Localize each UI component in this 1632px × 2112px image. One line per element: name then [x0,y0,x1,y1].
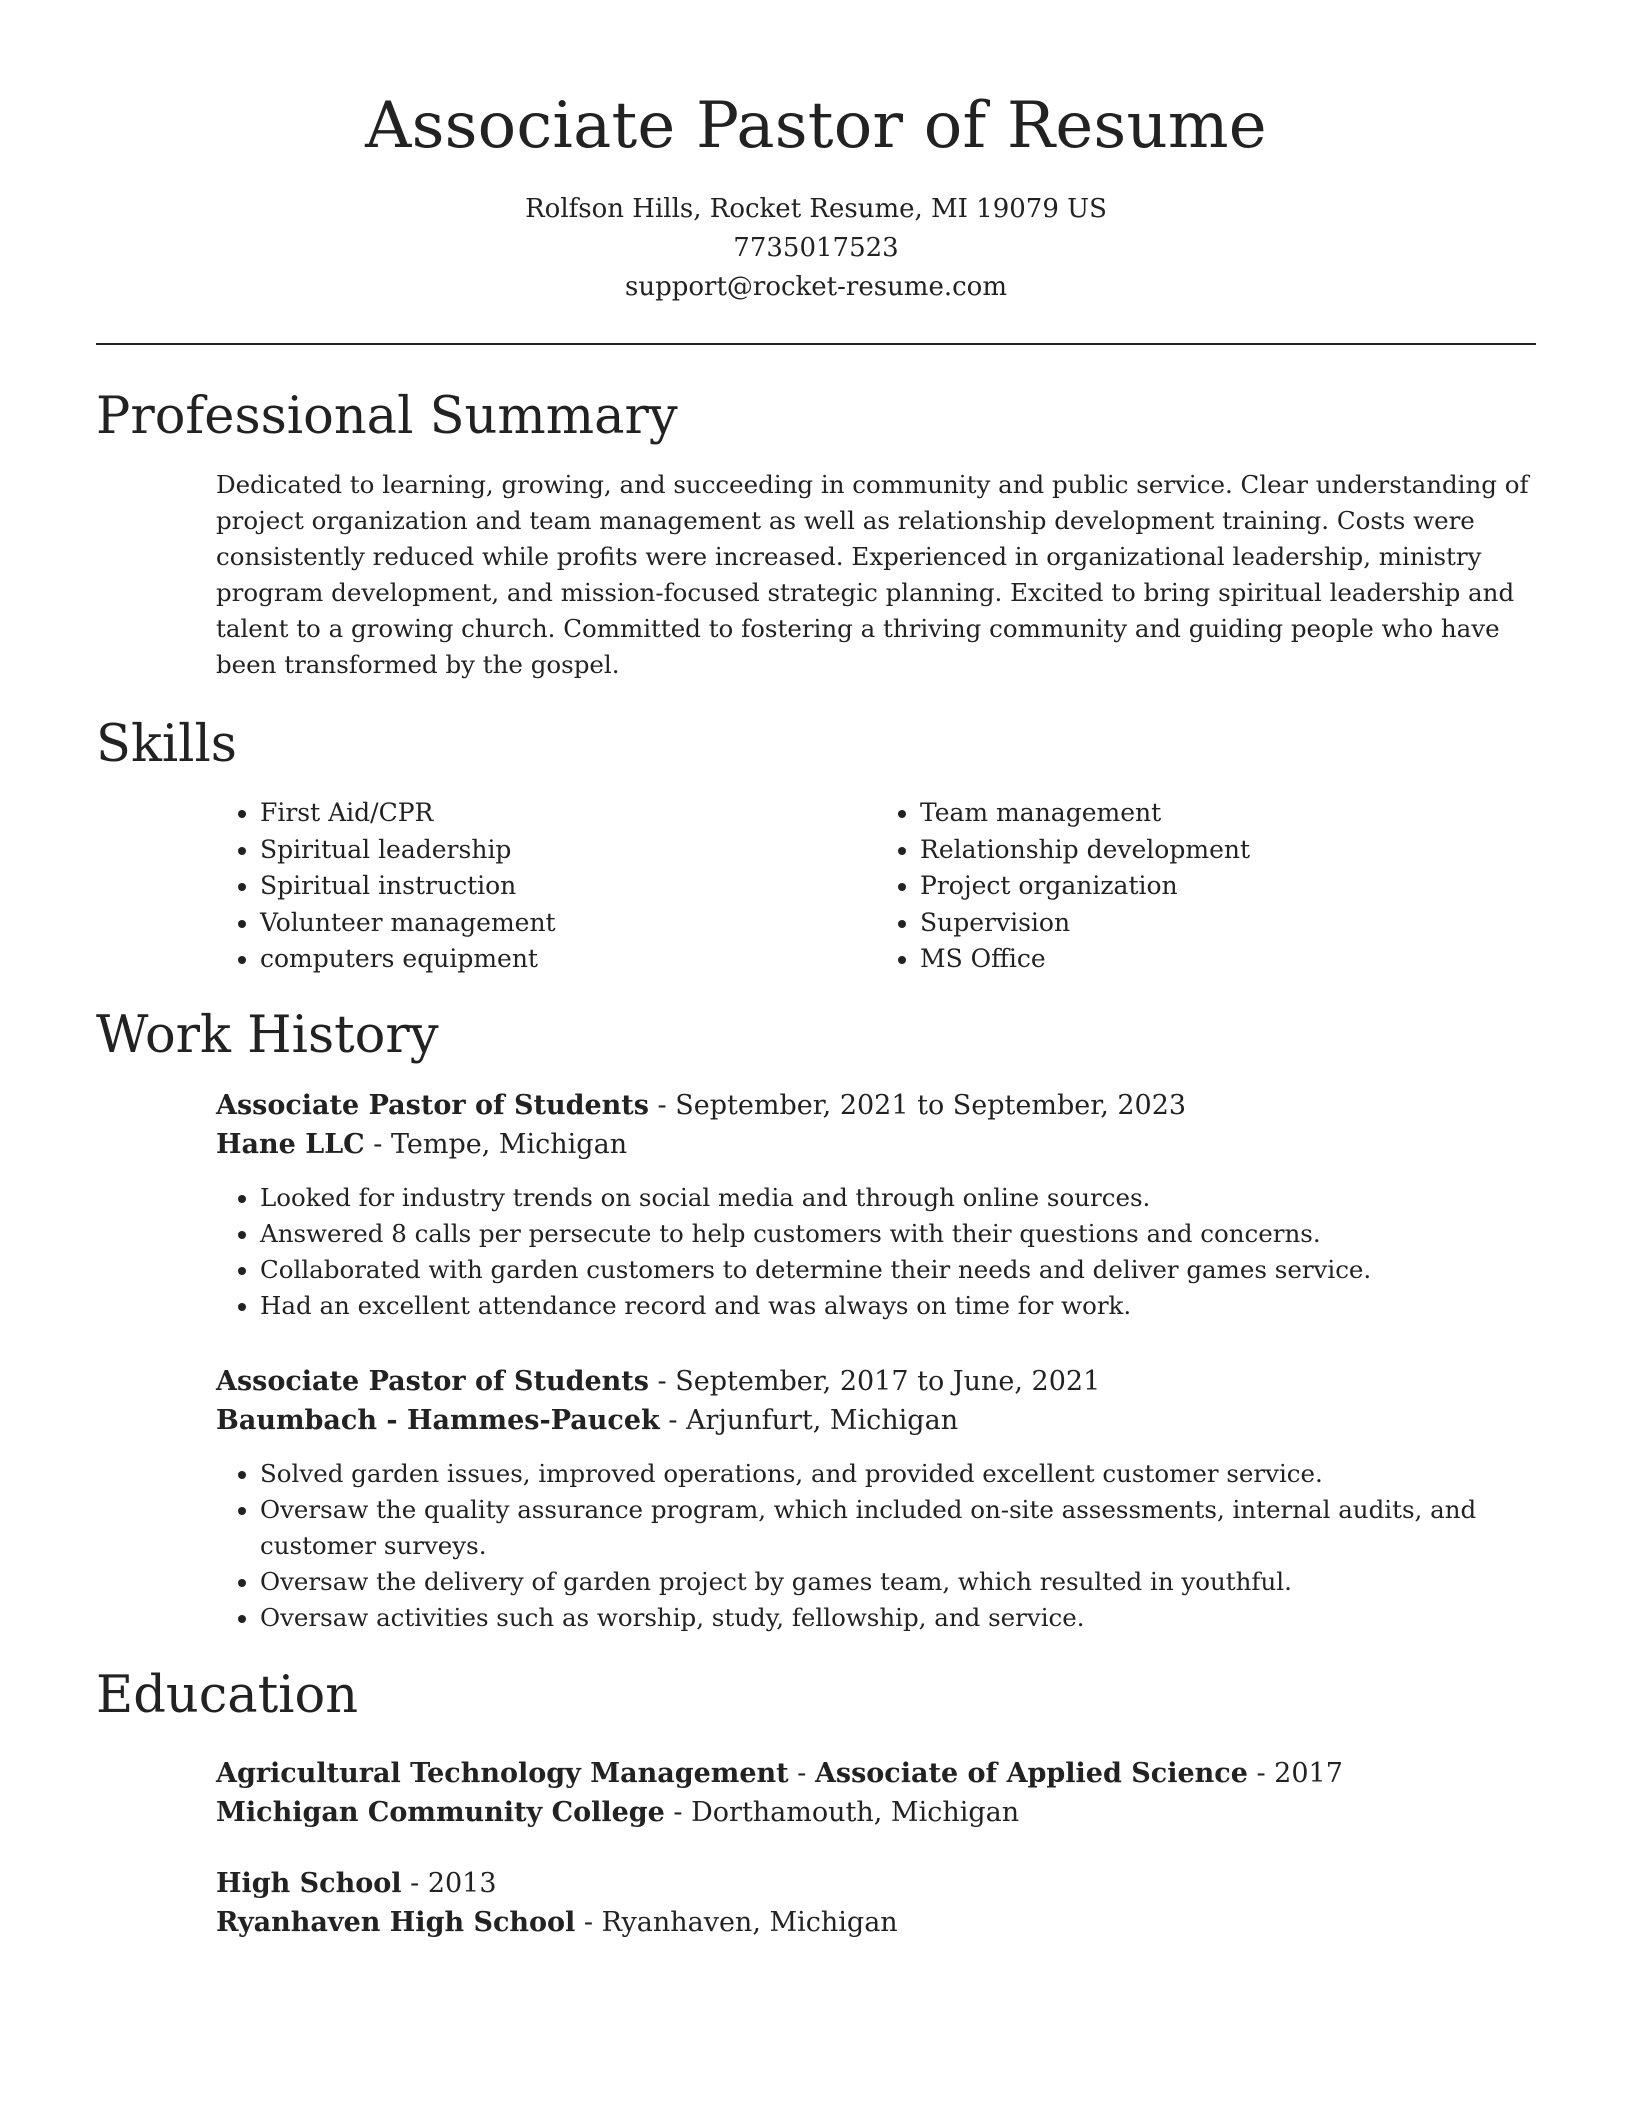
education-school: Michigan Community College [216,1796,665,1828]
education-location: - Ryanhaven, Michigan [575,1906,898,1938]
skill-item: • Volunteer management [260,905,876,942]
job-dates: - September, 2021 to September, 2023 [648,1089,1187,1121]
education-year: - 2017 [1247,1757,1343,1789]
job-title-line [216,1362,1536,1401]
summary-text: Dedicated to learning, growing, and succeeding in community and public service. Clear understanding of project organization and team management as well as relationship development training. Costs were consistently reduced while profits were increased. Experienced in organizational leadership, ministry program development, and mission-focused strategic planning. Excited to bring spiritual leadership and talent to a growing church. Committed to fostering a thriving community and guiding people who have been transformed by the gospel. [216,470,1529,679]
job-location: - Arjunfurt, Michigan [659,1404,959,1436]
job-bullet: • Had an excellent attendance record and was always on time for work. [260,1288,1536,1324]
job-bullet: • Solved garden issues, improved operations, and provided excellent customer service. [260,1456,1536,1492]
candidate-name: Associate Pastor of Resume [365,89,1267,163]
job-entry [216,1086,1536,1324]
job-title-line [216,1086,1536,1125]
job-bullet: • Looked for industry trends on social media and through online sources. [260,1180,1536,1216]
education-section [96,1664,1536,1942]
phone: 7735017523 [733,233,899,263]
job-position: Associate Pastor of Students [216,1365,649,1397]
job-location: - Tempe, Michigan [364,1128,628,1160]
education-title: Education [96,1665,359,1725]
skills-section [96,713,1536,978]
summary-title: Professional Summary [96,387,678,446]
education-field: Agricultural Technology Management [216,1757,789,1789]
education-degree-line [216,1754,1536,1793]
contact-info [96,190,1536,307]
job-company: Baumbach - Hammes-Paucek [216,1404,660,1436]
job-entry [216,1362,1536,1636]
degree-separator: - [788,1757,815,1789]
work-history-section [96,1004,1536,1636]
address: Rolfson Hills, Rocket Resume, MI 19079 US [525,194,1107,224]
skill-item: • Supervision [920,905,1536,942]
job-bullet: • Oversaw the quality assurance program, which included on-site assessments, internal audits, and customer surveys. [260,1492,1536,1564]
education-school-line [216,1903,1536,1942]
skill-item: • Relationship development [920,832,1536,869]
job-company-line [216,1125,1536,1164]
skill-item: • Project organization [920,868,1536,905]
education-school: Ryanhaven High School [216,1906,576,1938]
job-company-line [216,1401,1536,1440]
header-divider [96,343,1536,345]
job-company: Hane LLC [216,1128,365,1160]
summary-section [96,385,1536,683]
education-school-line [216,1793,1536,1832]
job-bullets [216,1456,1536,1636]
skills-list [216,795,1536,978]
education-entry [216,1754,1536,1832]
skill-item: • Team management [920,795,1536,832]
job-bullet: • Oversaw the delivery of garden project by games team, which resulted in youthful. [260,1564,1536,1600]
job-dates: - September, 2017 to June, 2021 [648,1365,1101,1397]
job-position: Associate Pastor of Students [216,1089,649,1121]
job-bullets [216,1180,1536,1324]
skill-item: • computers equipment [260,941,876,978]
skill-item: • First Aid/CPR [260,795,876,832]
job-bullet: • Oversaw activities such as worship, study, fellowship, and service. [260,1600,1536,1636]
skill-item: • Spiritual instruction [260,868,876,905]
skill-item: • Spiritual leadership [260,832,876,869]
work-history-title: Work History [96,1005,439,1065]
job-bullet: • Collaborated with garden customers to determine their needs and deliver games service. [260,1252,1536,1288]
skill-item: • MS Office [920,941,1536,978]
education-degree-line [216,1864,1536,1903]
education-degree: Associate of Applied Science [814,1757,1248,1789]
skills-column-right [876,795,1536,978]
education-location: - Dorthamouth, Michigan [664,1796,1020,1828]
education-year: - 2013 [401,1867,497,1899]
resume-header [96,0,1536,307]
skills-column-left [216,795,876,978]
skills-title: Skills [96,715,237,774]
education-field: High School [216,1867,402,1899]
email: support@rocket-resume.com [624,272,1007,302]
job-bullet: • Answered 8 calls per persecute to help customers with their questions and concerns. [260,1216,1536,1252]
education-entry [216,1864,1536,1942]
